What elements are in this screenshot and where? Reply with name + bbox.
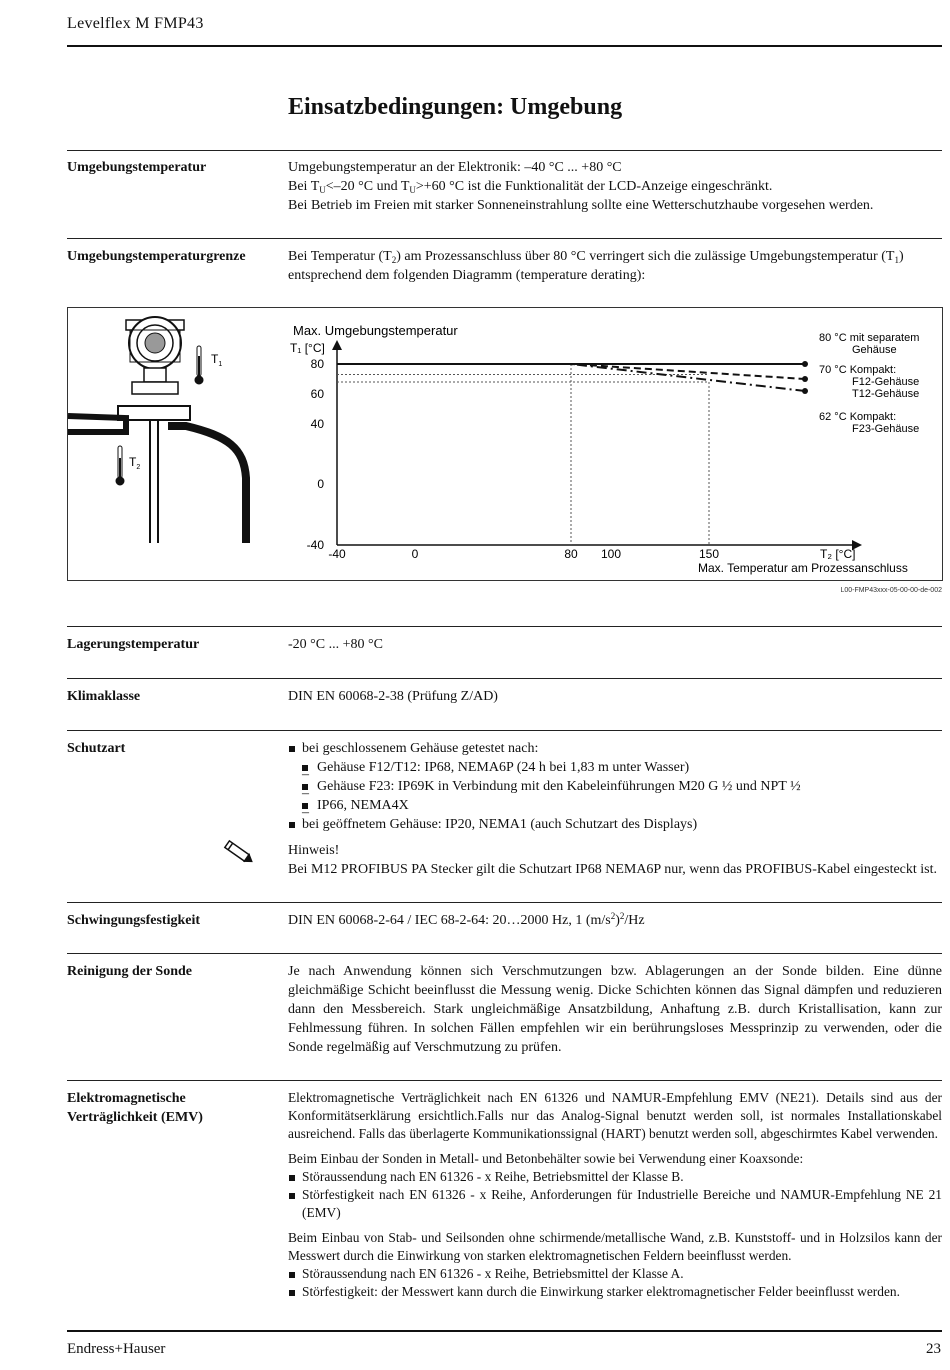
thermometer-icon bbox=[116, 446, 124, 485]
y-tick-label: 40 bbox=[310, 417, 324, 431]
grenze-text: Bei Temperatur $(T_2)$ am Prozessanschluss über 80 °C verringert sich die zulässige Umgebungstemperatur $(T_1)$ entsprechend dem folgenden Diagramm (temperature derating): bbox=[288, 249, 904, 283]
label-umgebungstemperatur: Umgebungstemperatur bbox=[67, 160, 207, 175]
umgebungstemperatur-text bbox=[288, 158, 942, 215]
y-axis-label: T₁ [°C] bbox=[290, 341, 325, 355]
section-divider bbox=[67, 953, 942, 954]
emv-p1: Elektromagnetische Verträglichkeit nach EN 61326 und NAMUR-Empfehlung EMV (NE21). Details sind aus der Konformitätserklärung ersichtlich.Falls nur das Analog-Signal benutzt werden soll, ist normales Installationskabel ausreichend. Falls das überlagerte Kommunikationssignal (HART) benutzt werden soll, abgeschirmtes Kabel verwenden. bbox=[288, 1090, 942, 1141]
x-axis-label-2: Max. Temperatur am Prozessanschluss bbox=[698, 561, 908, 575]
x-tick-label: 80 bbox=[564, 547, 578, 561]
list-item: – IP66, NEMA4X bbox=[288, 796, 942, 815]
y-tick-label: 0 bbox=[317, 477, 324, 491]
reinigung-text: Je nach Anwendung können sich Verschmutzungen bzw. Ablagerungen an der Sonde bilden. Eine dünne gleichmäßige Schicht beeinflusst die Messung wenig. Dicke Schichten können das Signal dämpfen und reduzieren dann den Messbereich. Stark ungleichmäßige Ansatzbildung, Anhaftung z.B. durch Kristallisation, kann zur Fehlmessung führen. In solchen Fällen empfehlen wir ein berührungsloses Messprinzip zu verwenden, oder die Sonde regelmäßig auf Verschmutzung zu prüfen. bbox=[288, 964, 942, 1055]
chart-title: Max. Umgebungstemperatur bbox=[293, 323, 458, 338]
emv-p2: Beim Einbau der Sonden in Metall- und Betonbehälter sowie bei Verwendung einer Koaxsonde: bbox=[288, 1151, 804, 1166]
annotation: F12-Gehäuse bbox=[852, 376, 920, 388]
t2-label: $T_2$ bbox=[129, 455, 141, 471]
ambient-range: Umgebungstemperatur an der Elektronik: –40 °C ... +80 °C bbox=[288, 160, 622, 175]
section-divider bbox=[67, 626, 942, 627]
emv-p3: Beim Einbau von Stab- und Seilsonden ohne schirmende/metallische Wand, z.B. Kunststoff- und in Holzsilos kann der Messwert durch die Einwirkung von starken elektromagnetischen Feldern beeinflusst werden. bbox=[288, 1230, 942, 1263]
x-tick-label: 150 bbox=[698, 547, 720, 561]
thermometer-icon bbox=[195, 346, 203, 384]
label-lagerungstemperatur: Lagerungstemperatur bbox=[67, 637, 200, 652]
x-tick-label: 0 bbox=[411, 547, 419, 561]
section-divider bbox=[67, 730, 942, 731]
annotation: Gehäuse bbox=[852, 344, 897, 356]
y-tick-label: 80 bbox=[310, 357, 324, 371]
section-divider bbox=[67, 1080, 942, 1081]
label-umgebungstemperaturgrenze: Umgebungstemperaturgrenze bbox=[67, 249, 246, 264]
header-rule bbox=[67, 45, 942, 47]
list-item: bei geschlossenem Gehäuse getestet nach: – Gehäuse F12/T12: IP68, NEMA6P (24 h bei 1,83 m unter Wasser) – Gehäuse F23: IP69K in Verbindung mit den Kabeleinführungen M20 G ½ und NPT ½ – IP66, NEMA4X bbox=[288, 739, 942, 815]
series-endpoint bbox=[802, 376, 808, 382]
label-schwingungsfestigkeit: Schwingungsfestigkeit bbox=[67, 913, 201, 928]
page-number: 23 bbox=[926, 1341, 941, 1357]
schutzart-hint bbox=[288, 841, 942, 879]
section-divider bbox=[67, 902, 942, 903]
annotation: 62 °C Kompakt: bbox=[819, 411, 897, 423]
y-axis-arrow bbox=[332, 340, 342, 350]
label-klimaklasse: Klimaklasse bbox=[67, 689, 141, 704]
list-item: – Gehäuse F23: IP69K in Verbindung mit den Kabeleinführungen M20 G ½ und NPT ½ bbox=[288, 777, 942, 796]
label-reinigung: Reinigung der Sonde bbox=[67, 964, 192, 979]
schutzart-list bbox=[288, 739, 942, 834]
annotation: T12-Gehäuse bbox=[852, 388, 920, 400]
footer-rule bbox=[67, 1330, 942, 1332]
emv-text bbox=[288, 1089, 942, 1301]
device-illustration bbox=[68, 317, 246, 543]
label-schutzart: Schutzart bbox=[67, 741, 126, 756]
schwingung-value: DIN EN 60068-2-64 / IEC 68-2-64: 20…2000 Hz, 1 $(m/s^2)^2/Hz$ bbox=[288, 911, 645, 928]
section-divider bbox=[67, 678, 942, 679]
series-endpoint bbox=[802, 388, 808, 394]
list-item: Störaussendung nach EN 61326 - x Reihe, Betriebsmittel der Klasse A. bbox=[288, 1265, 942, 1283]
annotation: 70 °C Kompakt: bbox=[819, 364, 897, 376]
derating-diagram bbox=[67, 307, 943, 581]
section-divider bbox=[67, 238, 942, 239]
section-divider bbox=[67, 150, 942, 151]
page-title: Einsatzbedingungen: Umgebung bbox=[288, 94, 623, 120]
derating-svg bbox=[68, 308, 942, 580]
lcd-note: Bei $T_U<-20$ °C und $T_U>+60$ °C ist die Funktionalität der LCD-Anzeige eingeschränkt. bbox=[288, 179, 773, 195]
hint-text: Bei M12 PROFIBUS PA Stecker gilt die Schutzart IP68 NEMA6P nur, wenn das PROFIBUS-Kabel eingesteckt ist. bbox=[288, 862, 937, 877]
list-item: bei geöffnetem Gehäuse: IP20, NEMA1 (auch Schutzart des Displays) bbox=[288, 815, 942, 834]
x-axis-label: T₂ [°C] bbox=[820, 547, 856, 561]
label-emv: Elektromagnetische Verträglichkeit (EMV) bbox=[67, 1091, 203, 1125]
x-tick-label: 100 bbox=[600, 547, 622, 561]
t1-label: $T_1$ bbox=[211, 352, 223, 368]
list-item: Störfestigkeit: der Messwert kann durch die Einwirkung starker elektromagnetischer Felder beeinflusst werden. bbox=[288, 1283, 942, 1301]
hint-title: Hinweis! bbox=[288, 843, 340, 858]
y-tick-label: -40 bbox=[306, 538, 324, 552]
klima-value: DIN EN 60068-2-38 (Prüfung Z/AD) bbox=[288, 689, 498, 704]
footer-company: Endress+Hauser bbox=[67, 1341, 166, 1357]
list-item: – Gehäuse F12/T12: IP68, NEMA6P (24 h bei 1,83 m unter Wasser) bbox=[288, 758, 942, 777]
list-item: Störaussendung nach EN 61326 - x Reihe, Betriebsmittel der Klasse B. bbox=[288, 1168, 942, 1186]
lagerung-value: -20 °C ... +80 °C bbox=[288, 637, 383, 652]
outdoor-note: Bei Betrieb im Freien mit starker Sonneneinstrahlung sollte eine Wetterschutzhaube vorgesehen werden. bbox=[288, 198, 874, 213]
running-header: Levelflex M FMP43 bbox=[67, 15, 204, 32]
y-tick-label: 60 bbox=[310, 387, 324, 401]
pencil-icon bbox=[220, 838, 256, 868]
figure-code: L00-FMP43xxx-05-00-00-de-002 bbox=[840, 587, 942, 594]
annotation: F23-Gehäuse bbox=[852, 423, 920, 435]
chart-plot bbox=[290, 323, 919, 575]
list-item: Störfestigkeit nach EN 61326 - x Reihe, Anforderungen für Industrielle Bereiche und NAMUR-Empfehlung NE 21 (EMV) bbox=[288, 1186, 942, 1222]
annotation: 80 °C mit separatem bbox=[819, 332, 920, 344]
x-tick-label: -40 bbox=[328, 547, 346, 561]
series-endpoint bbox=[802, 361, 808, 367]
